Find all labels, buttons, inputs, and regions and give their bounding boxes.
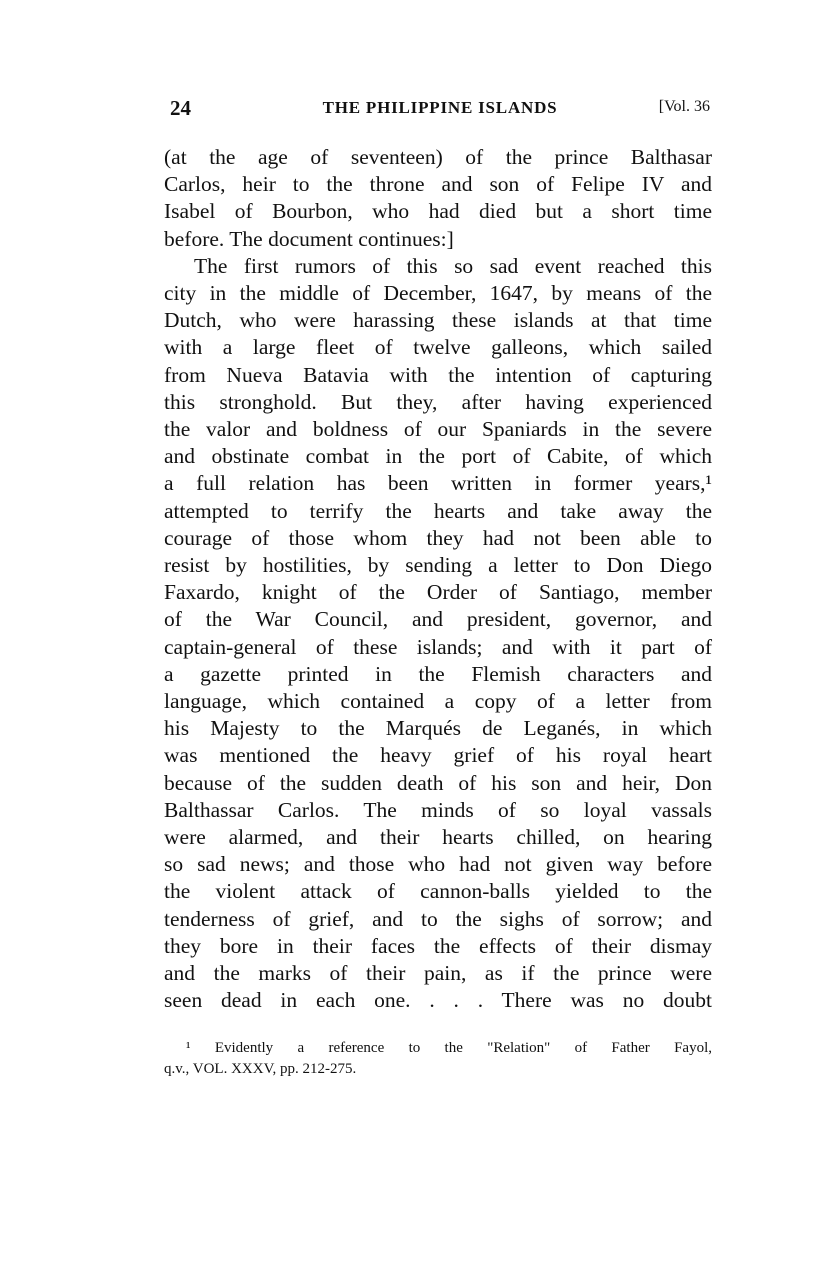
body-line: the valor and boldness of our Spaniards in the severe — [164, 417, 712, 442]
body-line: of the War Council, and president, governor, and — [164, 607, 712, 632]
body-line: The first rumors of this so sad event reached this — [194, 253, 712, 278]
body-line: this stronghold. But they, after having experienced — [164, 389, 712, 414]
body-text — [164, 144, 712, 1015]
body-line: attempted to terrify the hearts and take away the — [164, 498, 712, 523]
body-line: seen dead in each one. . . . There was no doubt — [164, 988, 712, 1013]
running-head: THE PHILIPPINE ISLANDS — [322, 98, 558, 117]
body-line: the violent attack of cannon-balls yielded to the — [164, 879, 712, 904]
body-line: Dutch, who were harassing these islands at that time — [164, 308, 712, 333]
body-line: Isabel of Bourbon, who had died but a short time — [164, 199, 712, 224]
body-line: a full relation has been written in former years,¹ — [164, 471, 712, 496]
body-line: a gazette printed in the Flemish characters and — [164, 661, 712, 686]
body-line: so sad news; and those who had not given way before — [164, 852, 712, 877]
body-line: his Majesty to the Marqués de Leganés, in which — [164, 716, 712, 741]
footnote-line: q.v., VOL. XXXV, pp. 212-275. — [164, 1061, 357, 1077]
body-line: because of the sudden death of his son and heir, Don — [164, 770, 712, 795]
volume-label: [Vol. 36 — [658, 98, 710, 115]
page-number: 24 — [170, 96, 191, 120]
body-line: from Nueva Batavia with the intention of capturing — [164, 362, 712, 387]
footnote-line: ¹ Evidently a reference to the "Relation" of Father Fayol, — [186, 1040, 712, 1056]
body-line: tenderness of grief, and to the sighs of sorrow; and — [164, 906, 712, 931]
body-line: captain-general of these islands; and with it part of — [164, 634, 712, 659]
body-line: with a large fleet of twelve galleons, which sailed — [164, 335, 712, 360]
body-line: were alarmed, and their hearts chilled, on hearing — [164, 825, 712, 850]
body-line: they bore in their faces the effects of their dismay — [164, 933, 712, 958]
body-line: courage of those whom they had not been able to — [164, 525, 712, 550]
body-line: language, which contained a copy of a letter from — [164, 689, 712, 714]
body-line: Faxardo, knight of the Order of Santiago, member — [164, 580, 712, 605]
body-line: Balthassar Carlos. The minds of so loyal vassals — [164, 797, 712, 822]
body-line: resist by hostilities, by sending a letter to Don Diego — [164, 553, 712, 578]
body-line: and the marks of their pain, as if the prince were — [164, 961, 712, 986]
body-line: city in the middle of December, 1647, by means of the — [164, 281, 712, 306]
body-line: before. The document continues:] — [164, 226, 454, 251]
body-line: and obstinate combat in the port of Cabite, of which — [164, 444, 712, 469]
body-line: was mentioned the heavy grief of his royal heart — [164, 743, 712, 768]
footnote — [164, 1038, 712, 1080]
body-line: (at the age of seventeen) of the prince Balthasar — [164, 145, 712, 169]
page-header — [170, 96, 710, 122]
body-line: Carlos, heir to the throne and son of Felipe IV and — [164, 172, 712, 197]
